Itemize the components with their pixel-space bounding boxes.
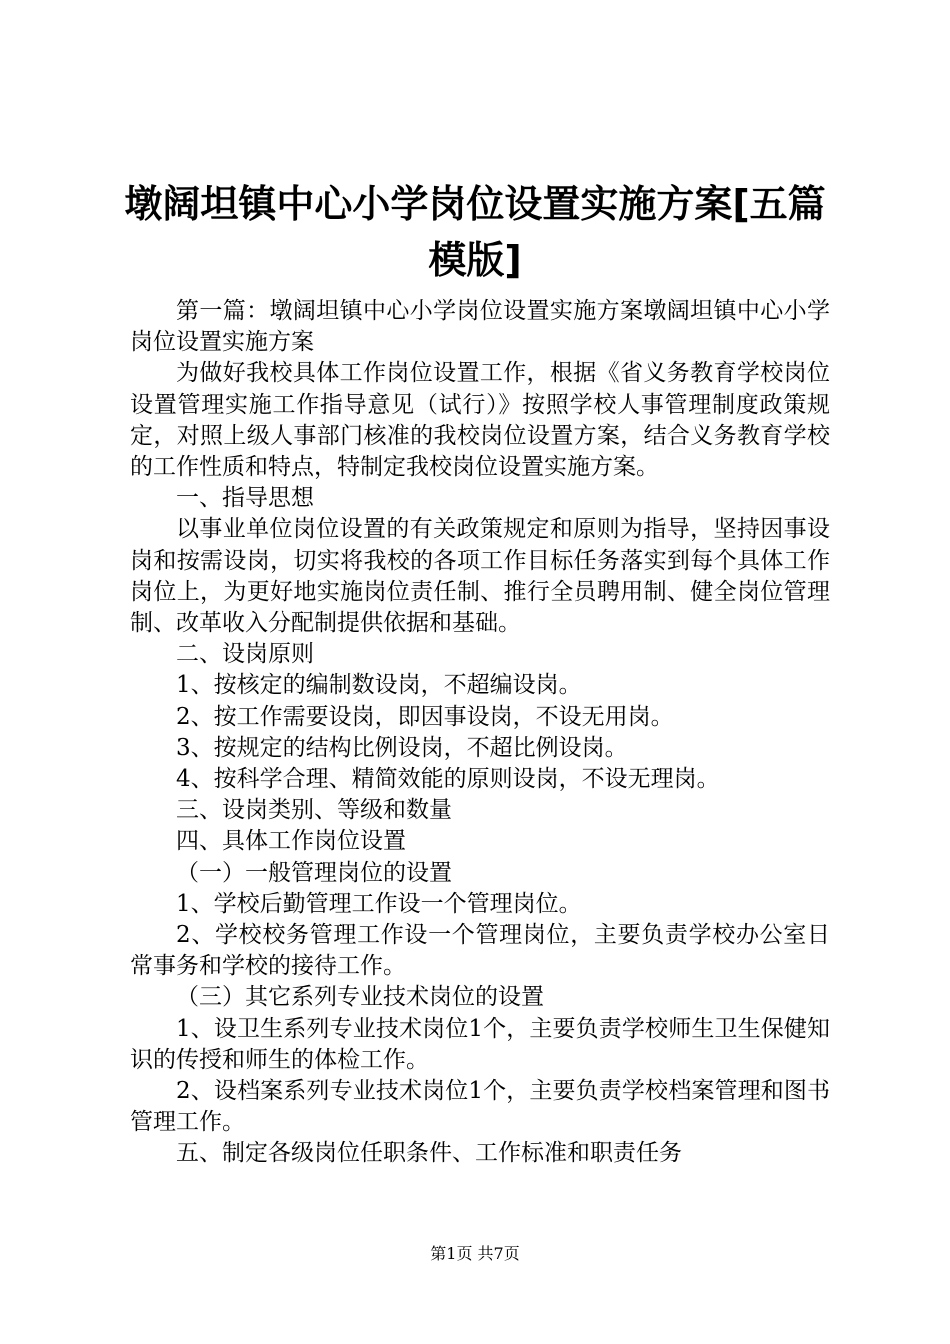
subsection-heading: （三）其它系列专业技术岗位的设置 [176,984,544,1011]
section-heading: 四、具体工作岗位设置 [176,828,406,855]
page-number: 第1页 共7页 [430,1244,520,1263]
list-item: 4、按科学合理、精简效能的原则设岗，不设无理岗。 [176,766,720,793]
paragraph: 为做好我校具体工作岗位设置工作，根据《省义务教育学校岗位设置管理实施工作指导意见（试行）》按照学校人事管理制度政策规定，对照上级人事部门核准的我校岗位设置方案，结合义务教育学校的工作性质和特点，特制定我校岗位设置实施方案。 [130,360,830,481]
section-heading: 三、设岗类别、等级和数量 [176,797,452,824]
subsection-heading: （一）一般管理岗位的设置 [176,859,452,886]
paragraph: 以事业单位岗位设置的有关政策规定和原则为指导，坚持因事设岗和按需设岗，切实将我校的各项工作目标任务落实到每个具体工作岗位上，为更好地实施岗位责任制、推行全员聘用制、健全岗位管理制、改革收入分配制提供依据和基础。 [130,516,830,637]
list-item: 2、学校校务管理工作设一个管理岗位，主要负责学校办公室日常事务和学校的接待工作。 [130,922,830,980]
section-heading: 一、指导思想 [176,485,314,512]
list-item: 3、按规定的结构比例设岗，不超比例设岗。 [176,734,628,761]
list-item: 1、按核定的编制数设岗，不超编设岗。 [176,672,582,699]
document-body [130,296,830,1170]
document-title: 墩阔坦镇中心小学岗位设置实施方案[五篇模版] [124,182,826,282]
list-item: 2、设档案系列专业技术岗位1个，主要负责学校档案管理和图书管理工作。 [130,1078,830,1136]
paragraph: 第一篇：墩阔坦镇中心小学岗位设置实施方案墩阔坦镇中心小学岗位设置实施方案 [130,298,830,356]
section-heading: 二、设岗原则 [176,641,314,668]
list-item: 1、设卫生系列专业技术岗位1个，主要负责学校师生卫生保健知识的传授和师生的体检工作。 [130,1015,830,1073]
list-item: 2、按工作需要设岗，即因事设岗，不设无用岗。 [176,703,674,730]
list-item: 1、学校后勤管理工作设一个管理岗位。 [176,890,582,917]
section-heading: 五、制定各级岗位任职条件、工作标准和职责任务 [176,1140,682,1167]
